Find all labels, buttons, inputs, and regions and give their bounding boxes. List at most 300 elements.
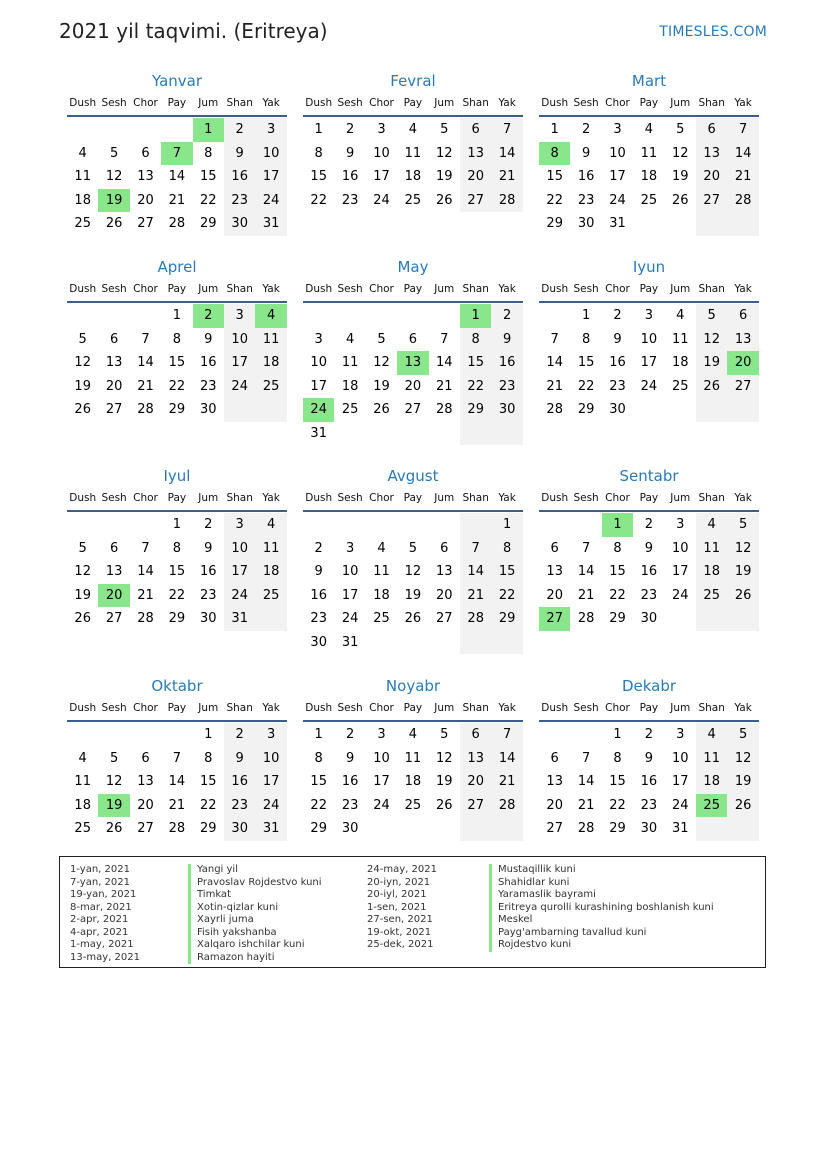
day-cell[interactable]: 23 [498, 378, 516, 394]
day-cell[interactable]: 19 [672, 169, 689, 184]
day-cell[interactable]: 24 [672, 797, 689, 813]
day-cell[interactable]: 27 [404, 402, 422, 417]
day-cell[interactable]: 10 [262, 145, 280, 161]
day-cell[interactable]: 7 [141, 540, 150, 556]
day-cell[interactable]: 25 [341, 402, 359, 417]
day-cell[interactable]: 3 [235, 517, 244, 532]
day-cell[interactable]: 29 [200, 821, 217, 836]
day-cell[interactable]: 2 [345, 122, 355, 137]
day-cell[interactable]: 23 [200, 587, 217, 603]
day-cell[interactable]: 6 [550, 540, 559, 556]
day-cell[interactable]: 19 [74, 378, 91, 394]
day-cell[interactable]: 1 [314, 727, 323, 742]
day-cell[interactable]: 25 [404, 797, 422, 813]
day-cell[interactable]: 20 [436, 587, 453, 603]
day-cell[interactable]: 5 [738, 727, 748, 742]
day-cell[interactable]: 3 [314, 331, 323, 347]
day-cell[interactable]: 25 [640, 192, 658, 208]
day-cell[interactable]: 11 [262, 331, 280, 347]
day-cell[interactable]: 8 [204, 750, 213, 766]
day-cell[interactable]: 10 [231, 331, 248, 347]
day-cell[interactable]: 27 [467, 797, 484, 813]
day-cell[interactable]: 3 [377, 727, 386, 742]
holiday-day-cell[interactable]: 13 [397, 351, 428, 375]
day-cell[interactable]: 12 [703, 331, 720, 347]
day-cell[interactable]: 7 [581, 540, 591, 556]
day-cell[interactable]: 18 [262, 564, 280, 579]
day-cell[interactable]: 25 [74, 821, 91, 836]
day-cell[interactable]: 9 [644, 540, 654, 556]
day-cell[interactable]: 13 [467, 750, 484, 766]
day-cell[interactable]: 18 [404, 774, 422, 789]
day-cell[interactable]: 18 [341, 378, 359, 394]
day-cell[interactable]: 23 [200, 378, 217, 394]
holiday-day-cell[interactable]: 27 [539, 607, 570, 631]
day-cell[interactable]: 6 [550, 750, 559, 766]
day-cell[interactable]: 12 [734, 750, 752, 766]
day-cell[interactable]: 13 [734, 331, 752, 347]
day-cell[interactable]: 9 [613, 331, 622, 347]
day-cell[interactable]: 8 [581, 331, 591, 347]
day-cell[interactable]: 21 [467, 587, 484, 603]
day-cell[interactable]: 27 [703, 192, 720, 208]
day-cell[interactable]: 5 [78, 540, 87, 556]
day-cell[interactable]: 4 [266, 517, 276, 532]
day-cell[interactable]: 15 [168, 564, 186, 579]
holiday-day-cell[interactable]: 2 [193, 304, 224, 328]
day-cell[interactable]: 12 [74, 564, 91, 579]
day-cell[interactable]: 5 [408, 540, 418, 556]
day-cell[interactable]: 16 [231, 169, 248, 184]
day-cell[interactable]: 4 [377, 540, 386, 556]
day-cell[interactable]: 5 [109, 750, 119, 766]
day-cell[interactable]: 26 [436, 192, 453, 208]
day-cell[interactable]: 21 [168, 192, 186, 208]
day-cell[interactable]: 5 [377, 331, 386, 347]
day-cell[interactable]: 25 [404, 192, 422, 208]
day-cell[interactable]: 9 [204, 331, 213, 347]
holiday-day-cell[interactable]: 4 [255, 304, 286, 328]
day-cell[interactable]: 29 [310, 821, 327, 836]
day-cell[interactable]: 6 [109, 540, 119, 556]
day-cell[interactable]: 18 [74, 192, 91, 208]
day-cell[interactable]: 18 [640, 169, 658, 184]
day-cell[interactable]: 23 [341, 192, 359, 208]
day-cell[interactable]: 22 [546, 192, 563, 208]
day-cell[interactable]: 2 [502, 308, 512, 323]
day-cell[interactable]: 23 [231, 797, 248, 813]
day-cell[interactable]: 8 [471, 331, 480, 347]
day-cell[interactable]: 7 [502, 727, 512, 742]
day-cell[interactable]: 11 [672, 331, 689, 347]
day-cell[interactable]: 2 [314, 540, 323, 556]
day-cell[interactable]: 18 [703, 564, 720, 579]
day-cell[interactable]: 28 [577, 611, 595, 626]
day-cell[interactable]: 28 [498, 192, 516, 208]
day-cell[interactable]: 30 [310, 634, 327, 650]
day-cell[interactable]: 24 [262, 797, 280, 813]
day-cell[interactable]: 26 [373, 402, 390, 417]
day-cell[interactable]: 6 [707, 122, 716, 137]
day-cell[interactable]: 3 [644, 308, 654, 323]
holiday-day-cell[interactable]: 20 [98, 584, 129, 608]
day-cell[interactable]: 2 [204, 517, 213, 532]
day-cell[interactable]: 7 [172, 750, 182, 766]
day-cell[interactable]: 4 [408, 122, 418, 137]
day-cell[interactable]: 15 [609, 564, 626, 579]
day-cell[interactable]: 13 [546, 774, 563, 789]
day-cell[interactable]: 13 [105, 564, 123, 579]
day-cell[interactable]: 17 [640, 355, 658, 370]
holiday-day-cell[interactable]: 1 [460, 304, 491, 328]
day-cell[interactable]: 19 [436, 774, 453, 789]
day-cell[interactable]: 29 [546, 216, 563, 231]
day-cell[interactable]: 9 [502, 331, 512, 347]
day-cell[interactable]: 3 [266, 727, 276, 742]
day-cell[interactable]: 15 [577, 355, 595, 370]
day-cell[interactable]: 22 [498, 587, 516, 603]
day-cell[interactable]: 29 [467, 402, 484, 417]
day-cell[interactable]: 11 [703, 540, 720, 556]
day-cell[interactable]: 15 [467, 355, 484, 370]
day-cell[interactable]: 13 [137, 169, 154, 184]
holiday-day-cell[interactable]: 1 [602, 513, 633, 537]
day-cell[interactable]: 31 [262, 821, 280, 836]
day-cell[interactable]: 1 [550, 122, 559, 137]
day-cell[interactable]: 30 [498, 402, 516, 417]
day-cell[interactable]: 9 [644, 750, 654, 766]
day-cell[interactable]: 26 [74, 402, 91, 417]
day-cell[interactable]: 28 [577, 821, 595, 836]
day-cell[interactable]: 24 [672, 587, 689, 603]
day-cell[interactable]: 21 [577, 797, 595, 813]
day-cell[interactable]: 1 [314, 122, 323, 137]
day-cell[interactable]: 16 [200, 355, 217, 370]
day-cell[interactable]: 26 [436, 797, 453, 813]
day-cell[interactable]: 26 [703, 378, 720, 394]
day-cell[interactable]: 17 [231, 564, 248, 579]
day-cell[interactable]: 30 [200, 402, 217, 417]
day-cell[interactable]: 13 [105, 355, 123, 370]
day-cell[interactable]: 20 [703, 169, 720, 184]
day-cell[interactable]: 9 [235, 145, 244, 161]
day-cell[interactable]: 4 [644, 122, 654, 137]
day-cell[interactable]: 10 [341, 564, 359, 579]
day-cell[interactable]: 12 [74, 355, 91, 370]
holiday-day-cell[interactable]: 1 [193, 118, 224, 142]
day-cell[interactable]: 22 [310, 192, 327, 208]
day-cell[interactable]: 10 [310, 355, 327, 370]
day-cell[interactable]: 14 [168, 774, 186, 789]
day-cell[interactable]: 26 [734, 587, 752, 603]
day-cell[interactable]: 26 [734, 797, 752, 813]
day-cell[interactable]: 11 [262, 540, 280, 556]
day-cell[interactable]: 1 [204, 727, 213, 742]
day-cell[interactable]: 14 [577, 564, 595, 579]
day-cell[interactable]: 14 [734, 145, 752, 161]
day-cell[interactable]: 17 [373, 169, 390, 184]
day-cell[interactable]: 3 [377, 122, 386, 137]
day-cell[interactable]: 30 [609, 402, 626, 417]
day-cell[interactable]: 14 [137, 564, 154, 579]
day-cell[interactable]: 22 [577, 378, 595, 394]
day-cell[interactable]: 19 [734, 774, 752, 789]
day-cell[interactable]: 11 [373, 564, 390, 579]
day-cell[interactable]: 14 [546, 355, 563, 370]
day-cell[interactable]: 1 [613, 727, 622, 742]
day-cell[interactable]: 24 [341, 611, 359, 626]
day-cell[interactable]: 1 [502, 517, 512, 532]
day-cell[interactable]: 5 [440, 122, 449, 137]
day-cell[interactable]: 1 [172, 308, 182, 323]
day-cell[interactable]: 13 [467, 145, 484, 161]
day-cell[interactable]: 31 [310, 425, 327, 441]
day-cell[interactable]: 29 [168, 402, 186, 417]
day-cell[interactable]: 12 [105, 774, 123, 789]
day-cell[interactable]: 30 [577, 216, 595, 231]
day-cell[interactable]: 18 [404, 169, 422, 184]
day-cell[interactable]: 8 [204, 145, 213, 161]
day-cell[interactable]: 1 [172, 517, 182, 532]
day-cell[interactable]: 17 [341, 587, 359, 603]
day-cell[interactable]: 2 [644, 517, 654, 532]
day-cell[interactable]: 30 [200, 611, 217, 626]
day-cell[interactable]: 15 [609, 774, 626, 789]
day-cell[interactable]: 4 [345, 331, 355, 347]
day-cell[interactable]: 3 [676, 727, 685, 742]
day-cell[interactable]: 20 [467, 169, 484, 184]
day-cell[interactable]: 10 [672, 750, 689, 766]
day-cell[interactable]: 12 [734, 540, 752, 556]
day-cell[interactable]: 7 [581, 750, 591, 766]
day-cell[interactable]: 11 [341, 355, 359, 370]
day-cell[interactable]: 15 [546, 169, 563, 184]
day-cell[interactable]: 17 [262, 169, 280, 184]
day-cell[interactable]: 21 [546, 378, 563, 394]
day-cell[interactable]: 27 [436, 611, 453, 626]
day-cell[interactable]: 2 [345, 727, 355, 742]
day-cell[interactable]: 23 [640, 797, 658, 813]
day-cell[interactable]: 25 [262, 378, 280, 394]
day-cell[interactable]: 25 [672, 378, 689, 394]
day-cell[interactable]: 28 [168, 216, 186, 231]
day-cell[interactable]: 8 [172, 540, 182, 556]
day-cell[interactable]: 31 [341, 634, 359, 650]
day-cell[interactable]: 18 [74, 797, 91, 813]
day-cell[interactable]: 23 [310, 611, 327, 626]
day-cell[interactable]: 10 [373, 145, 390, 161]
day-cell[interactable]: 8 [613, 540, 622, 556]
day-cell[interactable]: 29 [609, 611, 626, 626]
day-cell[interactable]: 10 [672, 540, 689, 556]
day-cell[interactable]: 24 [609, 192, 626, 208]
day-cell[interactable]: 11 [404, 145, 422, 161]
holiday-day-cell[interactable]: 19 [98, 189, 129, 213]
holiday-day-cell[interactable]: 24 [303, 398, 334, 422]
day-cell[interactable]: 2 [235, 122, 244, 137]
day-cell[interactable]: 23 [640, 587, 658, 603]
day-cell[interactable]: 18 [672, 355, 689, 370]
day-cell[interactable]: 31 [231, 611, 248, 626]
day-cell[interactable]: 12 [105, 169, 123, 184]
day-cell[interactable]: 28 [168, 821, 186, 836]
day-cell[interactable]: 3 [676, 517, 685, 532]
day-cell[interactable]: 21 [577, 587, 595, 603]
day-cell[interactable]: 8 [172, 331, 182, 347]
day-cell[interactable]: 19 [436, 169, 453, 184]
day-cell[interactable]: 13 [137, 774, 154, 789]
day-cell[interactable]: 17 [262, 774, 280, 789]
day-cell[interactable]: 16 [640, 774, 658, 789]
day-cell[interactable]: 26 [404, 611, 422, 626]
day-cell[interactable]: 6 [408, 331, 418, 347]
day-cell[interactable]: 9 [204, 540, 213, 556]
day-cell[interactable]: 7 [471, 540, 480, 556]
day-cell[interactable]: 24 [373, 192, 390, 208]
day-cell[interactable]: 26 [672, 192, 689, 208]
day-cell[interactable]: 17 [672, 564, 689, 579]
day-cell[interactable]: 25 [703, 587, 720, 603]
day-cell[interactable]: 16 [341, 774, 359, 789]
holiday-day-cell[interactable]: 20 [727, 351, 758, 375]
day-cell[interactable]: 9 [581, 145, 591, 161]
day-cell[interactable]: 21 [498, 774, 516, 789]
day-cell[interactable]: 21 [734, 169, 752, 184]
day-cell[interactable]: 20 [467, 774, 484, 789]
day-cell[interactable]: 10 [373, 750, 390, 766]
day-cell[interactable]: 15 [310, 774, 327, 789]
day-cell[interactable]: 28 [734, 192, 752, 208]
day-cell[interactable]: 2 [235, 727, 244, 742]
day-cell[interactable]: 27 [137, 821, 154, 836]
day-cell[interactable]: 23 [577, 192, 595, 208]
day-cell[interactable]: 27 [105, 611, 123, 626]
day-cell[interactable]: 29 [577, 402, 595, 417]
day-cell[interactable]: 28 [436, 402, 453, 417]
day-cell[interactable]: 15 [498, 564, 516, 579]
day-cell[interactable]: 28 [546, 402, 563, 417]
day-cell[interactable]: 7 [550, 331, 559, 347]
day-cell[interactable]: 27 [546, 821, 563, 836]
day-cell[interactable]: 22 [310, 797, 327, 813]
day-cell[interactable]: 27 [467, 192, 484, 208]
day-cell[interactable]: 27 [734, 378, 752, 394]
day-cell[interactable]: 29 [498, 611, 516, 626]
day-cell[interactable]: 5 [109, 145, 119, 161]
day-cell[interactable]: 18 [703, 774, 720, 789]
day-cell[interactable]: 28 [467, 611, 484, 626]
day-cell[interactable]: 22 [200, 797, 217, 813]
day-cell[interactable]: 16 [609, 355, 626, 370]
day-cell[interactable]: 30 [341, 821, 359, 836]
day-cell[interactable]: 5 [440, 727, 449, 742]
day-cell[interactable]: 6 [471, 727, 480, 742]
day-cell[interactable]: 20 [546, 587, 563, 603]
day-cell[interactable]: 14 [436, 355, 453, 370]
holiday-day-cell[interactable]: 8 [539, 142, 570, 166]
day-cell[interactable]: 25 [74, 216, 91, 231]
day-cell[interactable]: 6 [738, 308, 748, 323]
day-cell[interactable]: 1 [581, 308, 591, 323]
day-cell[interactable]: 20 [105, 378, 123, 394]
day-cell[interactable]: 15 [200, 774, 217, 789]
day-cell[interactable]: 24 [231, 587, 248, 603]
day-cell[interactable]: 8 [502, 540, 512, 556]
day-cell[interactable]: 5 [78, 331, 87, 347]
day-cell[interactable]: 6 [109, 331, 119, 347]
day-cell[interactable]: 10 [262, 750, 280, 766]
day-cell[interactable]: 9 [235, 750, 244, 766]
day-cell[interactable]: 23 [341, 797, 359, 813]
day-cell[interactable]: 17 [609, 169, 626, 184]
day-cell[interactable]: 9 [345, 750, 355, 766]
day-cell[interactable]: 4 [78, 145, 87, 161]
day-cell[interactable]: 5 [738, 517, 748, 532]
day-cell[interactable]: 16 [640, 564, 658, 579]
day-cell[interactable]: 21 [436, 378, 453, 394]
day-cell[interactable]: 23 [231, 192, 248, 208]
day-cell[interactable]: 24 [262, 192, 280, 208]
day-cell[interactable]: 19 [74, 587, 91, 603]
day-cell[interactable]: 11 [404, 750, 422, 766]
day-cell[interactable]: 7 [141, 331, 150, 347]
day-cell[interactable]: 17 [231, 355, 248, 370]
day-cell[interactable]: 26 [105, 821, 123, 836]
day-cell[interactable]: 17 [672, 774, 689, 789]
day-cell[interactable]: 22 [168, 378, 186, 394]
day-cell[interactable]: 11 [640, 145, 658, 161]
day-cell[interactable]: 22 [609, 587, 626, 603]
day-cell[interactable]: 14 [577, 774, 595, 789]
day-cell[interactable]: 29 [200, 216, 217, 231]
day-cell[interactable]: 19 [373, 378, 390, 394]
day-cell[interactable]: 15 [200, 169, 217, 184]
day-cell[interactable]: 11 [703, 750, 720, 766]
day-cell[interactable]: 8 [613, 750, 622, 766]
day-cell[interactable]: 8 [314, 145, 323, 161]
day-cell[interactable]: 21 [137, 587, 154, 603]
day-cell[interactable]: 6 [440, 540, 449, 556]
day-cell[interactable]: 4 [408, 727, 418, 742]
day-cell[interactable]: 24 [231, 378, 248, 394]
day-cell[interactable]: 30 [231, 821, 248, 836]
day-cell[interactable]: 28 [137, 402, 154, 417]
day-cell[interactable]: 28 [498, 797, 516, 813]
holiday-day-cell[interactable]: 7 [161, 142, 192, 166]
day-cell[interactable]: 26 [74, 611, 91, 626]
day-cell[interactable]: 9 [314, 564, 323, 579]
day-cell[interactable]: 16 [200, 564, 217, 579]
day-cell[interactable]: 31 [672, 821, 689, 836]
day-cell[interactable]: 11 [74, 774, 91, 789]
day-cell[interactable]: 3 [613, 122, 622, 137]
day-cell[interactable]: 6 [141, 145, 150, 161]
day-cell[interactable]: 12 [672, 145, 689, 161]
day-cell[interactable]: 15 [310, 169, 327, 184]
day-cell[interactable]: 14 [498, 145, 516, 161]
day-cell[interactable]: 30 [640, 821, 658, 836]
day-cell[interactable]: 14 [498, 750, 516, 766]
day-cell[interactable]: 7 [440, 331, 449, 347]
brand-link[interactable]: TIMESLES.COM [659, 24, 767, 40]
day-cell[interactable]: 14 [467, 564, 484, 579]
day-cell[interactable]: 4 [78, 750, 87, 766]
day-cell[interactable]: 21 [498, 169, 516, 184]
day-cell[interactable]: 20 [137, 192, 154, 208]
day-cell[interactable]: 7 [738, 122, 748, 137]
day-cell[interactable]: 10 [609, 145, 626, 161]
day-cell[interactable]: 7 [502, 122, 512, 137]
